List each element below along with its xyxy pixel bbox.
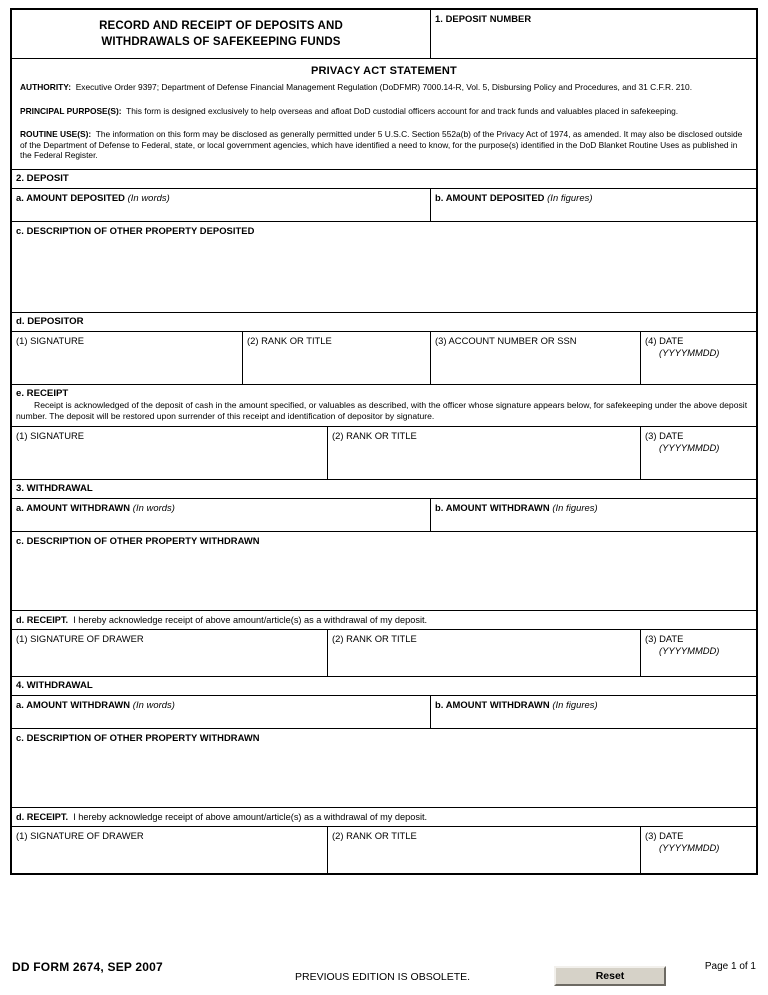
reset-button[interactable]: Reset xyxy=(554,966,666,986)
amount-withdrawn3-words-field[interactable] xyxy=(12,499,430,531)
privacy-principal-text: This form is designed exclusively to help overseas and afloat DoD custodial officers account for and track funds and valuables placed in safekeeping. xyxy=(126,105,679,116)
description-other-property-withdrawn3-field[interactable] xyxy=(12,532,756,610)
previous-edition-notice: PREVIOUS EDITION IS OBSOLETE. xyxy=(295,971,471,983)
privacy-act-title: PRIVACY ACT STATEMENT xyxy=(311,65,457,77)
description-other-property-deposited-field[interactable] xyxy=(12,222,756,312)
privacy-routine-text: The information on this form may be disclosed as generally permitted under 5 U.S.C. Section 552a(b) of the Privacy Act of 1974, as amended. It may also be disclosed outside of the Department of Defense to Federal, state, or local government agencies, which have identified a need to know, for the purpose(s) identified in the DoD Blanket Routine Uses as published in the Federal Register. xyxy=(20,129,743,161)
depositor-date-field[interactable] xyxy=(640,332,756,384)
section-2-bar: 2. DEPOSIT xyxy=(12,170,756,189)
drawer4-date-format: (YYYYMMDD) xyxy=(659,841,720,853)
drawer3-date-format: (YYYYMMDD) xyxy=(659,644,720,656)
privacy-principal-purpose xyxy=(20,106,748,117)
deposit-receipt-signature-label: (1) SIGNATURE xyxy=(16,429,85,441)
form-identifier: DD FORM 2674, SEP 2007 xyxy=(12,960,163,974)
deposit-receipt-date-format: (YYYYMMDD) xyxy=(659,441,720,453)
description-other-property-withdrawn4-label: c. DESCRIPTION OF OTHER PROPERTY WITHDRAWN xyxy=(16,731,260,743)
amount-withdrawn4-figures-label: b. AMOUNT WITHDRAWN (In figures) xyxy=(435,698,598,710)
withdrawal3-amount-row xyxy=(12,499,756,532)
section-4-bar: 4. WITHDRAWAL xyxy=(12,677,756,696)
drawer4-date-field[interactable] xyxy=(640,827,756,873)
drawer3-rank-field[interactable] xyxy=(327,630,640,676)
drawer3-signature-field[interactable] xyxy=(12,630,327,676)
deposit-amount-row xyxy=(12,189,756,222)
deposit-number-field[interactable] xyxy=(430,10,756,58)
deposit-receipt-signature-row xyxy=(12,427,756,480)
form-header-row xyxy=(12,10,756,59)
amount-deposited-figures-label: b. AMOUNT DEPOSITED (In figures) xyxy=(435,191,593,203)
drawer3-date-field[interactable] xyxy=(640,630,756,676)
form-footer xyxy=(10,958,758,988)
withdrawal3-signature-row xyxy=(12,630,756,677)
page-number: Page 1 of 1 xyxy=(704,961,756,972)
withdrawal4-description-row xyxy=(12,729,756,808)
withdrawal4-receipt-text: I hereby acknowledge receipt of above amount/article(s) as a withdrawal of my deposit. xyxy=(73,811,428,822)
depositor-account-label: (3) ACCOUNT NUMBER OR SSN xyxy=(435,334,577,346)
amount-withdrawn3-figures-label: b. AMOUNT WITHDRAWN (In figures) xyxy=(435,501,598,513)
drawer4-signature-field[interactable] xyxy=(12,827,327,873)
amount-deposited-words-label: a. AMOUNT DEPOSITED (In words) xyxy=(16,191,170,203)
depositor-signature-label: (1) SIGNATURE xyxy=(16,334,85,346)
amount-deposited-figures-field[interactable] xyxy=(430,189,756,221)
withdrawal3-receipt-acknowledgement xyxy=(12,611,756,630)
deposit-receipt-rank-label: (2) RANK OR TITLE xyxy=(332,429,417,441)
drawer3-date-label: (3) DATE xyxy=(645,632,684,644)
deposit-description-row xyxy=(12,222,756,313)
deposit-receipt-text: Receipt is acknowledged of the deposit of cash in the amount specified, or valuables as described, with the officer whose signature appears below, for safekeeping under the above deposit number. The deposit will be restored upon surrender of this receipt and identification of depositor by signature. xyxy=(16,399,748,421)
depositor-date-format: (YYYYMMDD) xyxy=(659,346,720,358)
depositor-signature-row xyxy=(12,332,756,385)
description-other-property-withdrawn3-label: c. DESCRIPTION OF OTHER PROPERTY WITHDRAWN xyxy=(16,534,260,546)
drawer4-date-label: (3) DATE xyxy=(645,829,684,841)
deposit-receipt-signature-field[interactable] xyxy=(12,427,327,479)
amount-withdrawn4-words-field[interactable] xyxy=(12,696,430,728)
description-other-property-withdrawn4-field[interactable] xyxy=(12,729,756,807)
privacy-routine-label: ROUTINE USE(S): xyxy=(20,129,92,140)
depositor-signature-field[interactable] xyxy=(12,332,242,384)
drawer4-rank-field[interactable] xyxy=(327,827,640,873)
privacy-act-statement xyxy=(12,59,756,169)
depositor-bar: d. DEPOSITOR xyxy=(12,313,756,332)
drawer3-rank-label: (2) RANK OR TITLE xyxy=(332,632,417,644)
amount-withdrawn4-figures-field[interactable] xyxy=(430,696,756,728)
privacy-authority xyxy=(20,82,748,93)
deposit-receipt-date-field[interactable] xyxy=(640,427,756,479)
form-title-line-1: RECORD AND RECEIPT OF DEPOSITS AND xyxy=(99,20,343,32)
depositor-date-label: (4) DATE xyxy=(645,334,684,346)
withdrawal3-receipt-label: d. RECEIPT. xyxy=(16,614,69,625)
deposit-receipt-date-label: (3) DATE xyxy=(645,429,684,441)
form-title-line-2: WITHDRAWALS OF SAFEKEEPING FUNDS xyxy=(101,36,341,48)
amount-withdrawn3-figures-field[interactable] xyxy=(430,499,756,531)
withdrawal4-amount-row xyxy=(12,696,756,729)
amount-deposited-words-field[interactable] xyxy=(12,189,430,221)
deposit-receipt-head: e. RECEIPT xyxy=(16,387,69,399)
deposit-receipt-rank-field[interactable] xyxy=(327,427,640,479)
deposit-number-label: 1. DEPOSIT NUMBER xyxy=(435,13,532,24)
amount-withdrawn3-words-label: a. AMOUNT WITHDRAWN (In words) xyxy=(16,501,175,513)
depositor-rank-field[interactable] xyxy=(242,332,430,384)
withdrawal3-receipt-text: I hereby acknowledge receipt of above amount/article(s) as a withdrawal of my deposit. xyxy=(73,614,428,625)
form-title-cell xyxy=(12,10,430,58)
depositor-rank-label: (2) RANK OR TITLE xyxy=(247,334,332,346)
dd-form-2674 xyxy=(10,8,758,875)
deposit-receipt-statement xyxy=(12,385,756,427)
withdrawal4-receipt-label: d. RECEIPT. xyxy=(16,811,69,822)
privacy-authority-text: Executive Order 9397; Department of Defense Financial Management Regulation (DoDFMR) 7000.14-R, Vol. 5, Disbursing Policy and Procedures, and 31 C.F.R. 210. xyxy=(75,82,693,92)
description-other-property-deposited-label: c. DESCRIPTION OF OTHER PROPERTY DEPOSITED xyxy=(16,224,255,236)
withdrawal4-receipt-acknowledgement xyxy=(12,808,756,827)
privacy-routine-use xyxy=(20,129,748,161)
withdrawal3-description-row xyxy=(12,532,756,611)
withdrawal4-signature-row xyxy=(12,827,756,873)
privacy-authority-label: AUTHORITY: xyxy=(20,82,72,92)
depositor-account-field[interactable] xyxy=(430,332,640,384)
privacy-principal-label: PRINCIPAL PURPOSE(S): xyxy=(20,105,122,116)
privacy-act-row xyxy=(12,59,756,170)
drawer4-rank-label: (2) RANK OR TITLE xyxy=(332,829,417,841)
drawer4-signature-label: (1) SIGNATURE OF DRAWER xyxy=(16,829,144,841)
amount-withdrawn4-words-label: a. AMOUNT WITHDRAWN (In words) xyxy=(16,698,175,710)
drawer3-signature-label: (1) SIGNATURE OF DRAWER xyxy=(16,632,144,644)
section-3-bar: 3. WITHDRAWAL xyxy=(12,480,756,499)
